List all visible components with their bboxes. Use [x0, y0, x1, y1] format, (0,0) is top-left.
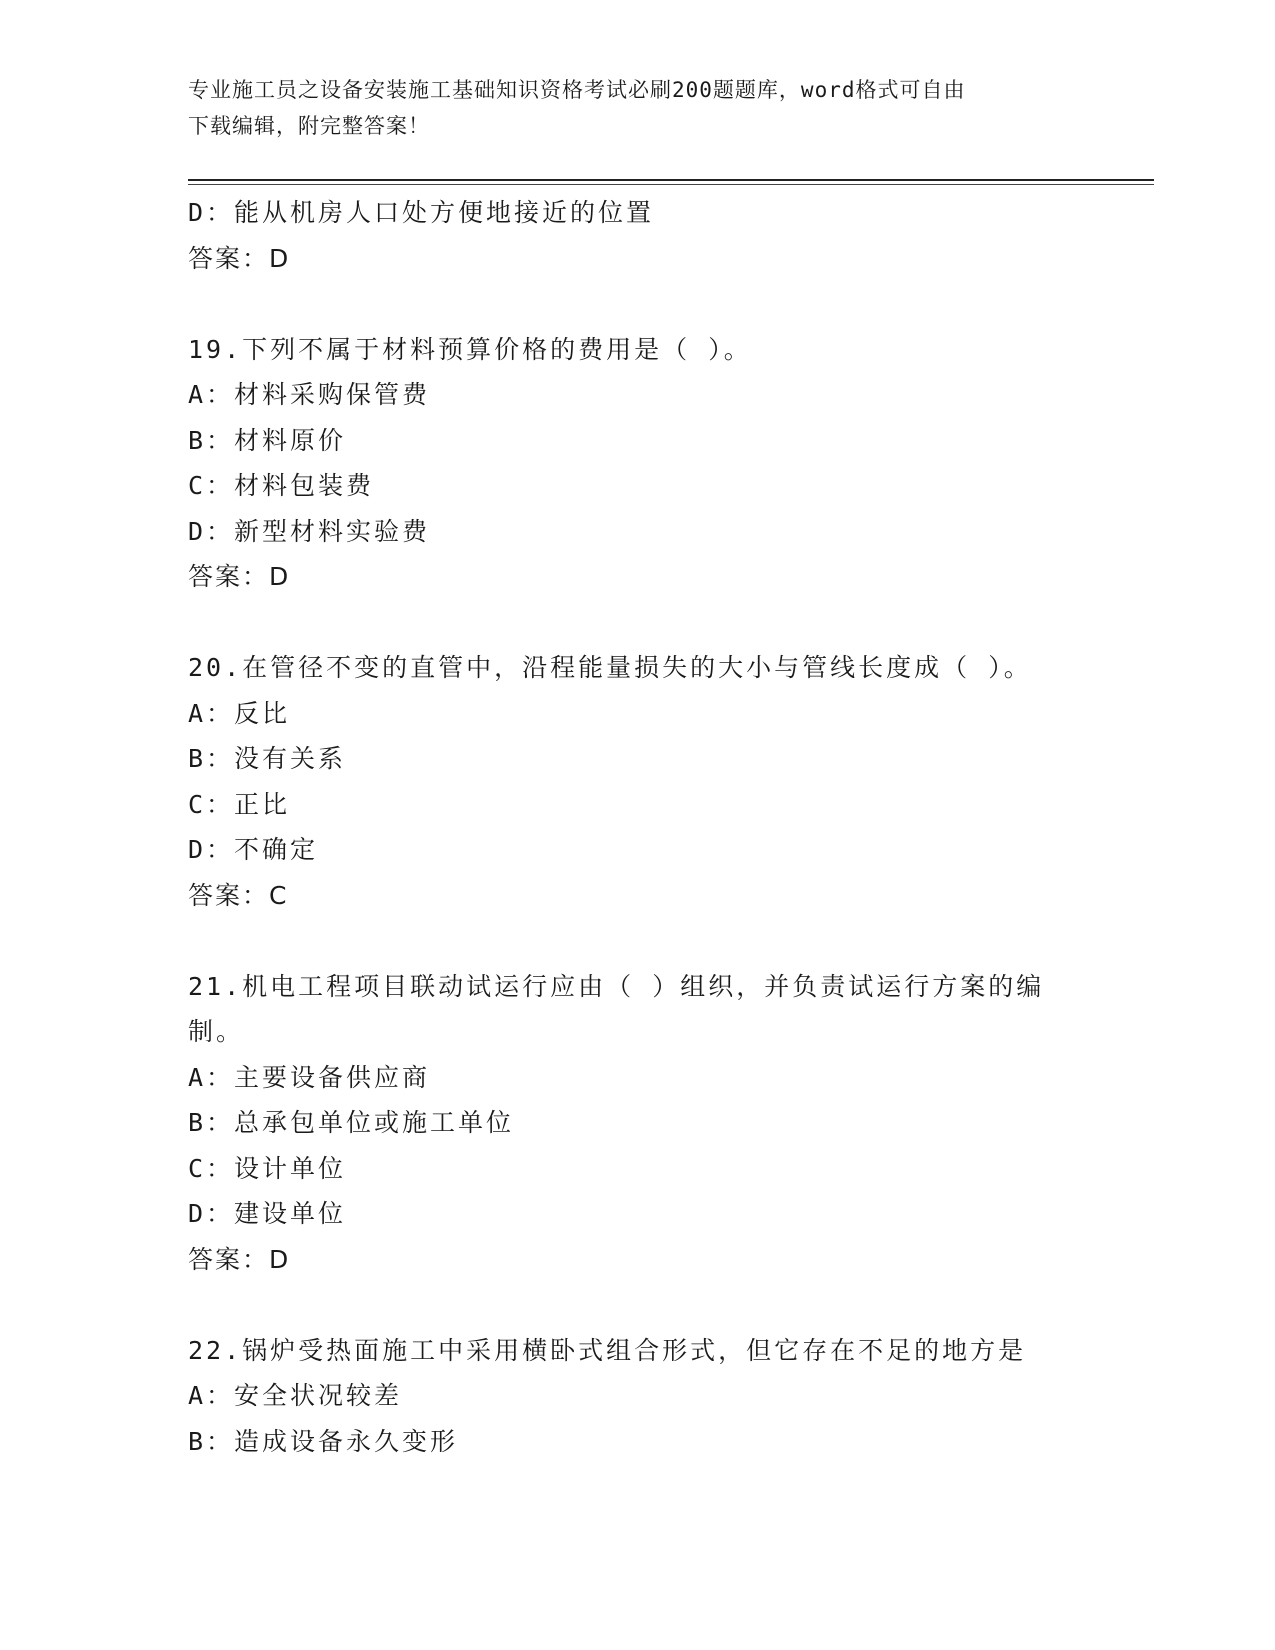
question-18-tail — [188, 190, 1088, 281]
option-b: B：造成设备永久变形 — [188, 1426, 459, 1456]
option-c: C：正比 — [188, 789, 291, 819]
question-22 — [188, 1328, 1088, 1465]
option-c: C：材料包装费 — [188, 471, 375, 500]
option-d: D：能从机房人口处方便地接近的位置 — [188, 198, 655, 227]
option-b: B：材料原价 — [188, 425, 347, 455]
option-d: D：建设单位 — [188, 1199, 347, 1228]
answer-line: 答案：D — [188, 243, 291, 273]
option-b: B：总承包单位或施工单位 — [188, 1108, 515, 1137]
question-stem: 20.在管径不变的直管中，沿程能量损失的大小与管线长度成（ ）。 — [188, 653, 1032, 682]
option-d: D：不确定 — [188, 835, 319, 864]
answer-line: 答案：C — [188, 880, 289, 910]
question-21 — [188, 964, 1088, 1283]
header-line-2: 下载编辑，附完整答案！ — [188, 114, 430, 138]
spacer — [188, 1282, 1088, 1328]
option-d: D：新型材料实验费 — [188, 516, 431, 546]
question-stem: 19.下列不属于材料预算价格的费用是（ ）。 — [188, 334, 752, 364]
question-stem-continuation: 制。 — [188, 1017, 245, 1046]
question-content — [188, 190, 1088, 1464]
answer-line: 答案：D — [188, 562, 291, 591]
option-a: A：反比 — [188, 698, 291, 728]
question-19 — [188, 327, 1088, 600]
option-c: C：设计单位 — [188, 1153, 347, 1183]
spacer — [188, 600, 1088, 646]
spacer — [188, 918, 1088, 964]
document-header — [188, 72, 1088, 144]
question-stem: 21.机电工程项目联动试运行应由（ ）组织，并负责试运行方案的编 — [188, 971, 1045, 1001]
header-line-1: 专业施工员之设备安装施工基础知识资格考试必刷200题题库，word格式可自由 — [188, 78, 966, 102]
header-divider-thin — [188, 184, 1154, 185]
option-a: A：主要设备供应商 — [188, 1062, 431, 1092]
question-stem: 22.锅炉受热面施工中采用横卧式组合形式，但它存在不足的地方是 — [188, 1335, 1027, 1365]
question-20 — [188, 645, 1088, 918]
header-divider-thick — [188, 179, 1154, 181]
option-a: A：材料采购保管费 — [188, 380, 431, 409]
option-b: B：没有关系 — [188, 744, 347, 773]
answer-line: 答案：D — [188, 1244, 291, 1274]
option-a: A：安全状况较差 — [188, 1381, 403, 1410]
spacer — [188, 281, 1088, 327]
